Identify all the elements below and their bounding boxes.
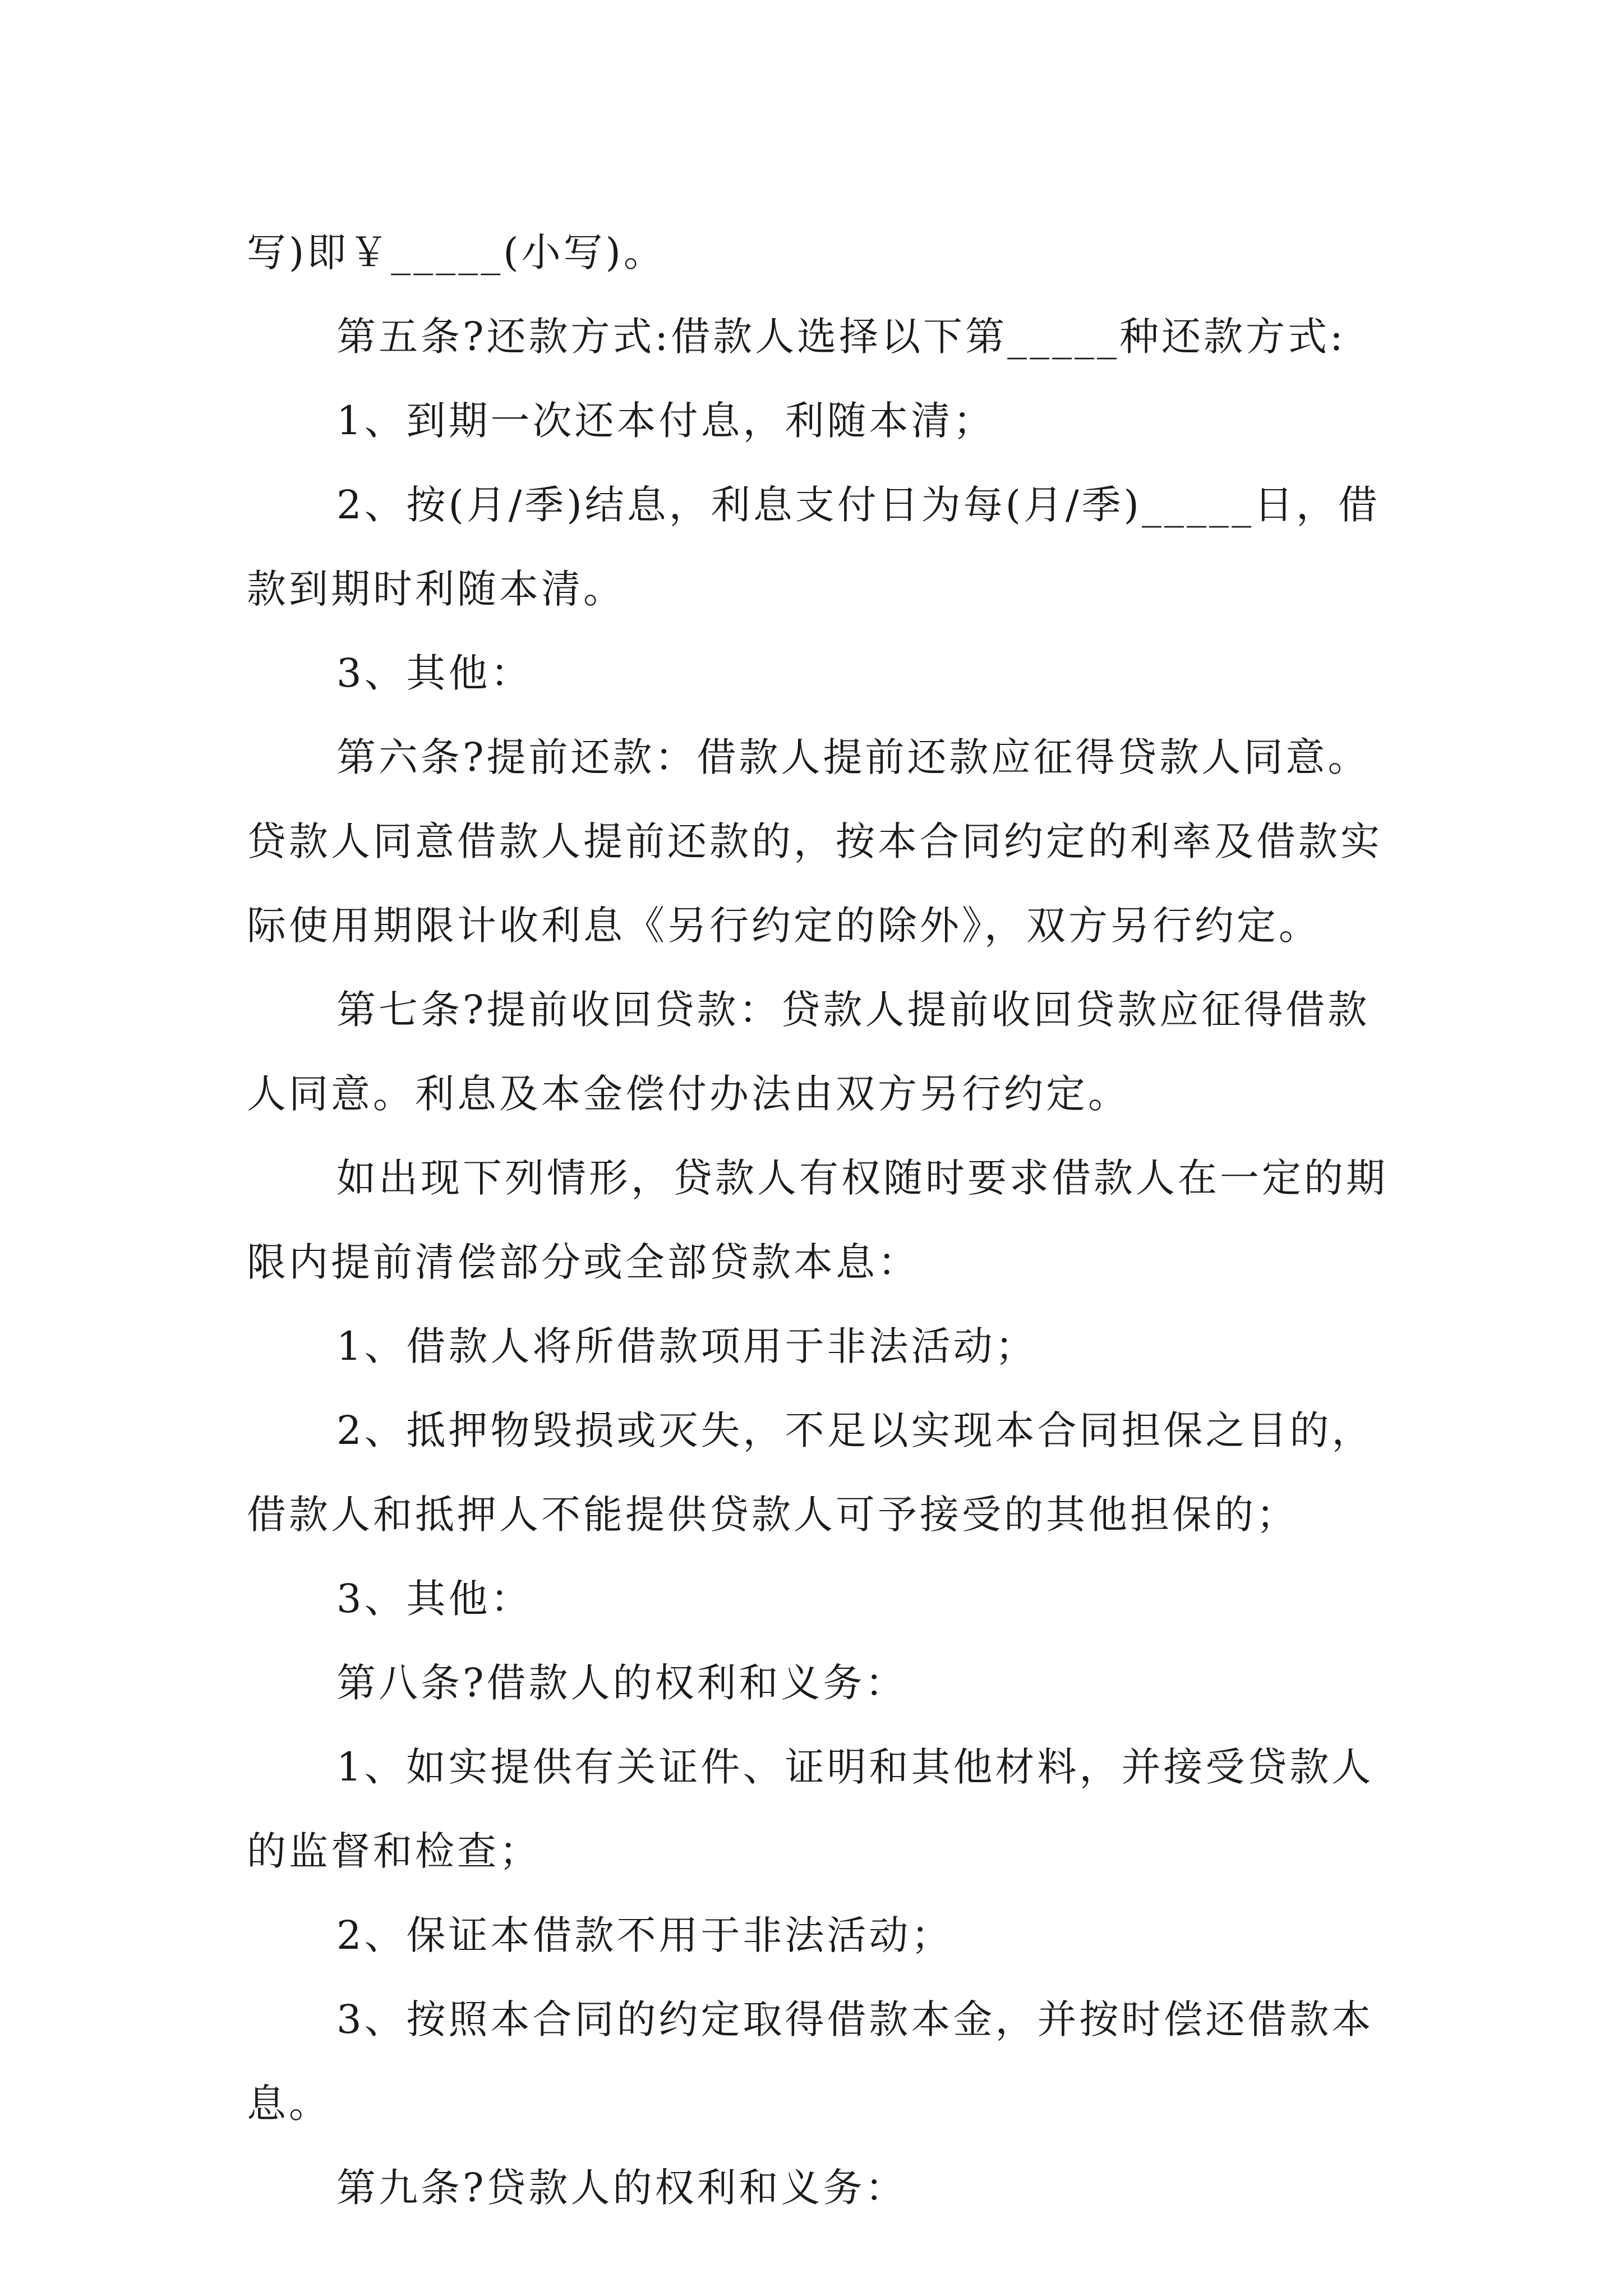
paragraph-recall-condition-1: 1、借款人将所借款项用于非法活动； <box>336 1323 1038 1369</box>
paragraph-article-8: 第八条?借款人的权利和义务： <box>336 1660 907 1706</box>
paragraph-repayment-option-3: 3、其他： <box>336 650 533 696</box>
paragraph-repayment-option-2: 2、按(月/季)结息，利息支付日为每(月/季)_____日，借款到期时利随本清。 <box>247 482 1380 612</box>
paragraph-article-7: 第七条?提前收回贷款：贷款人提前收回贷款应征得借款人同意。利息及本金偿付办法由双方另行约定。 <box>247 987 1370 1117</box>
paragraph-early-recall-conditions: 如出现下列情形，贷款人有权随时要求借款人在一定的期限内提前清偿部分或全部贷款本息： <box>247 1155 1388 1285</box>
document-body <box>247 210 1391 2230</box>
paragraph-amount-continuation: 写)即￥_____(小写)。 <box>247 229 666 275</box>
paragraph-recall-condition-2: 2、抵押物毁损或灭失，不足以实现本合同担保之目的，借款人和抵押人不能提供贷款人可予接受的其他担保的； <box>247 1407 1374 1538</box>
paragraph-article-5: 第五条?还款方式:借款人选择以下第_____种还款方式: <box>336 314 1346 360</box>
paragraph-borrower-duty-2: 2、保证本借款不用于非法活动； <box>336 1912 953 1958</box>
paragraph-repayment-option-1: 1、到期一次还本付息，利随本清； <box>336 398 995 444</box>
paragraph-borrower-duty-1: 1、如实提供有关证件、证明和其他材料，并接受贷款人的监督和检查； <box>247 1744 1374 1874</box>
paragraph-recall-condition-3: 3、其他： <box>336 1576 533 1622</box>
paragraph-article-9: 第九条?贷款人的权利和义务： <box>336 2165 907 2211</box>
paragraph-article-6: 第六条?提前还款：借款人提前还款应征得贷款人同意。贷款人同意借款人提前还款的，按本合同约定的利率及借款实际使用期限计收利息《另行约定的除外》，双方另行约定。 <box>247 734 1382 949</box>
paragraph-borrower-duty-3: 3、按照本合同的约定取得借款本金，并按时偿还借款本息。 <box>247 1996 1374 2127</box>
